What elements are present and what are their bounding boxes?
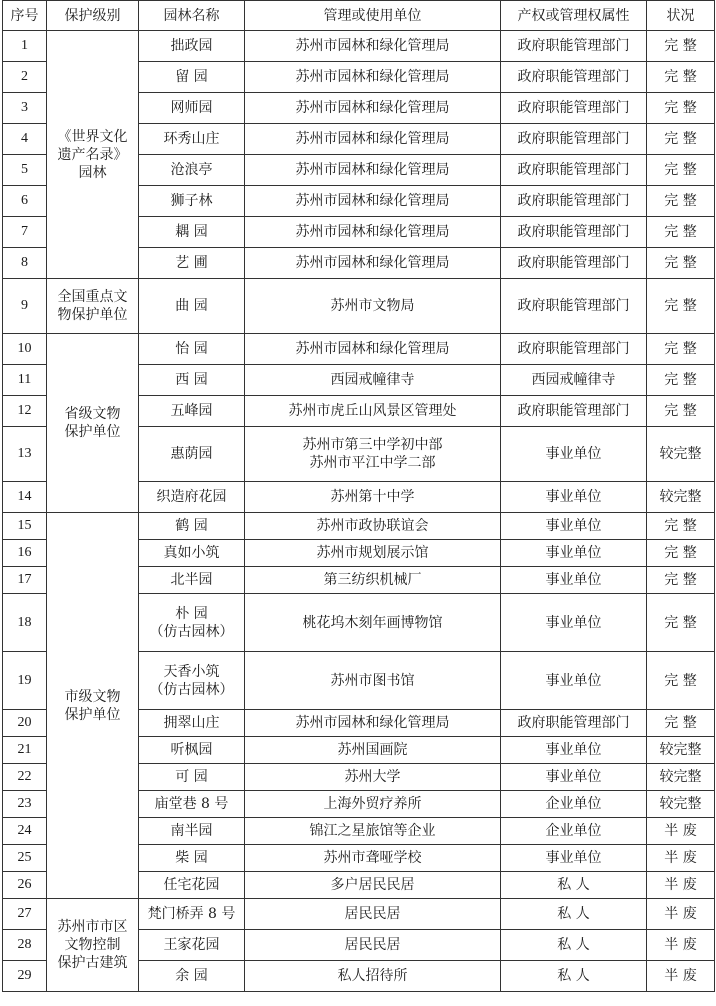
cell-status: 半 废 xyxy=(647,845,715,872)
cell-status: 较完整 xyxy=(647,737,715,764)
level-line: 全国重点文 xyxy=(57,289,128,305)
level-line: 文物控制 xyxy=(64,937,121,953)
level-line: 苏州市市区 xyxy=(57,919,128,935)
cell-unit: 私人招待所 xyxy=(245,961,501,992)
name-line: 朴 园 xyxy=(175,605,208,622)
cell-unit: 苏州市园林和绿化管理局 xyxy=(245,93,501,124)
cell-no: 2 xyxy=(3,62,47,93)
cell-no: 14 xyxy=(3,482,47,513)
cell-unit: 上海外贸疗养所 xyxy=(245,791,501,818)
cell-property: 政府职能管理部门 xyxy=(501,186,647,217)
cell-unit: 锦江之星旅馆等企业 xyxy=(245,818,501,845)
cell-unit: 苏州市文物局 xyxy=(245,279,501,334)
cell-property: 政府职能管理部门 xyxy=(501,710,647,737)
cell-status: 完 整 xyxy=(647,279,715,334)
cell-name: 曲 园 xyxy=(139,279,245,334)
name-line: （仿古园林） xyxy=(149,681,234,698)
cell-status: 较完整 xyxy=(647,791,715,818)
level-municipal xyxy=(47,513,139,899)
cell-unit: 苏州市园林和绿化管理局 xyxy=(245,248,501,279)
cell-status: 较完整 xyxy=(647,427,715,482)
cell-name: 狮子林 xyxy=(139,186,245,217)
cell-name: 王家花园 xyxy=(139,930,245,961)
cell-no: 13 xyxy=(3,427,47,482)
cell-no: 19 xyxy=(3,652,47,710)
table-row xyxy=(3,899,715,930)
cell-no: 5 xyxy=(3,155,47,186)
cell-unit: 苏州市政协联谊会 xyxy=(245,513,501,540)
cell-unit: 苏州国画院 xyxy=(245,737,501,764)
header-no: 序号 xyxy=(3,1,47,31)
cell-property: 西园戒幢律寺 xyxy=(501,365,647,396)
cell-no: 23 xyxy=(3,791,47,818)
table-row xyxy=(3,279,715,334)
cell-property: 政府职能管理部门 xyxy=(501,279,647,334)
cell-name: 织造府花园 xyxy=(139,482,245,513)
cell-no: 12 xyxy=(3,396,47,427)
header-name: 园林名称 xyxy=(139,1,245,31)
cell-status: 完 整 xyxy=(647,334,715,365)
name-line: （仿古园林） xyxy=(149,623,234,640)
cell-property: 企业单位 xyxy=(501,791,647,818)
cell-status: 半 废 xyxy=(647,899,715,930)
cell-name: 任宅花园 xyxy=(139,872,245,899)
level-line: 保护古建筑 xyxy=(57,955,128,971)
cell-unit: 苏州大学 xyxy=(245,764,501,791)
cell-name xyxy=(139,594,245,652)
level-line: 园林 xyxy=(78,164,107,181)
cell-property: 私 人 xyxy=(501,899,647,930)
header-level: 保护级别 xyxy=(47,1,139,31)
cell-status: 完 整 xyxy=(647,710,715,737)
cell-name: 环秀山庄 xyxy=(139,124,245,155)
cell-no: 9 xyxy=(3,279,47,334)
cell-unit: 第三纺织机械厂 xyxy=(245,567,501,594)
cell-status: 完 整 xyxy=(647,93,715,124)
cell-status: 完 整 xyxy=(647,594,715,652)
cell-no: 8 xyxy=(3,248,47,279)
cell-property: 政府职能管理部门 xyxy=(501,217,647,248)
table-row xyxy=(3,513,715,540)
cell-name: 留 园 xyxy=(139,62,245,93)
header-property: 产权或管理权属性 xyxy=(501,1,647,31)
table-row xyxy=(3,334,715,365)
cell-property: 事业单位 xyxy=(501,567,647,594)
cell-status: 完 整 xyxy=(647,62,715,93)
cell-unit: 苏州市园林和绿化管理局 xyxy=(245,217,501,248)
cell-unit: 苏州市园林和绿化管理局 xyxy=(245,62,501,93)
cell-no: 7 xyxy=(3,217,47,248)
cell-status: 完 整 xyxy=(647,155,715,186)
cell-no: 16 xyxy=(3,540,47,567)
cell-status: 完 整 xyxy=(647,248,715,279)
level-city-controlled xyxy=(47,899,139,992)
cell-name: 梵门桥弄 8 号 xyxy=(139,899,245,930)
level-provincial xyxy=(47,334,139,513)
cell-property: 政府职能管理部门 xyxy=(501,155,647,186)
cell-no: 3 xyxy=(3,93,47,124)
cell-name: 余 园 xyxy=(139,961,245,992)
level-line: 遗产名录》 xyxy=(57,146,128,163)
cell-name: 拙政园 xyxy=(139,31,245,62)
cell-no: 18 xyxy=(3,594,47,652)
cell-unit: 多户居民民居 xyxy=(245,872,501,899)
cell-status: 完 整 xyxy=(647,186,715,217)
cell-property: 事业单位 xyxy=(501,652,647,710)
header-status: 状况 xyxy=(647,1,715,31)
level-line: 市级文物 xyxy=(64,688,121,705)
cell-property: 事业单位 xyxy=(501,845,647,872)
cell-unit: 西园戒幢律寺 xyxy=(245,365,501,396)
cell-unit: 苏州市规划展示馆 xyxy=(245,540,501,567)
cell-unit: 苏州市园林和绿化管理局 xyxy=(245,155,501,186)
cell-unit: 苏州市虎丘山风景区管理处 xyxy=(245,396,501,427)
cell-name: 网师园 xyxy=(139,93,245,124)
cell-no: 15 xyxy=(3,513,47,540)
garden-protection-table xyxy=(2,0,715,992)
level-national xyxy=(47,279,139,334)
cell-name: 怡 园 xyxy=(139,334,245,365)
cell-property: 政府职能管理部门 xyxy=(501,31,647,62)
level-line: 《世界文化 xyxy=(57,128,128,145)
cell-name: 西 园 xyxy=(139,365,245,396)
cell-status: 半 废 xyxy=(647,872,715,899)
unit-line: 苏州市平江中学二部 xyxy=(309,455,436,471)
cell-status: 完 整 xyxy=(647,513,715,540)
cell-unit xyxy=(245,427,501,482)
cell-name: 可 园 xyxy=(139,764,245,791)
cell-status: 半 废 xyxy=(647,818,715,845)
cell-no: 17 xyxy=(3,567,47,594)
cell-property: 事业单位 xyxy=(501,764,647,791)
cell-property: 事业单位 xyxy=(501,427,647,482)
cell-name: 五峰园 xyxy=(139,396,245,427)
cell-name: 听枫园 xyxy=(139,737,245,764)
cell-name: 沧浪亭 xyxy=(139,155,245,186)
cell-status: 完 整 xyxy=(647,396,715,427)
level-line: 保护单位 xyxy=(64,424,121,440)
cell-unit: 桃花坞木刻年画博物馆 xyxy=(245,594,501,652)
cell-unit: 苏州第十中学 xyxy=(245,482,501,513)
cell-no: 1 xyxy=(3,31,47,62)
cell-no: 28 xyxy=(3,930,47,961)
cell-property: 政府职能管理部门 xyxy=(501,334,647,365)
cell-unit: 居民民居 xyxy=(245,930,501,961)
cell-name: 惠荫园 xyxy=(139,427,245,482)
cell-no: 24 xyxy=(3,818,47,845)
cell-status: 半 废 xyxy=(647,961,715,992)
cell-unit: 居民民居 xyxy=(245,899,501,930)
cell-no: 6 xyxy=(3,186,47,217)
cell-name: 柴 园 xyxy=(139,845,245,872)
cell-property: 私 人 xyxy=(501,961,647,992)
cell-status: 完 整 xyxy=(647,217,715,248)
cell-no: 20 xyxy=(3,710,47,737)
cell-status: 完 整 xyxy=(647,540,715,567)
cell-no: 26 xyxy=(3,872,47,899)
cell-name: 艺 圃 xyxy=(139,248,245,279)
cell-no: 21 xyxy=(3,737,47,764)
cell-no: 22 xyxy=(3,764,47,791)
level-line: 保护单位 xyxy=(64,706,121,723)
cell-unit: 苏州市园林和绿化管理局 xyxy=(245,710,501,737)
level-line: 物保护单位 xyxy=(57,307,128,323)
cell-unit: 苏州市图书馆 xyxy=(245,652,501,710)
cell-property: 事业单位 xyxy=(501,513,647,540)
cell-name: 庙堂巷 8 号 xyxy=(139,791,245,818)
cell-unit: 苏州市园林和绿化管理局 xyxy=(245,31,501,62)
header-row xyxy=(3,1,715,31)
cell-name: 北半园 xyxy=(139,567,245,594)
cell-no: 11 xyxy=(3,365,47,396)
cell-no: 10 xyxy=(3,334,47,365)
level-world-heritage xyxy=(47,31,139,279)
cell-status: 完 整 xyxy=(647,365,715,396)
cell-property: 企业单位 xyxy=(501,818,647,845)
cell-property: 政府职能管理部门 xyxy=(501,396,647,427)
name-line: 天香小筑 xyxy=(163,663,220,680)
cell-status: 较完整 xyxy=(647,764,715,791)
cell-name: 鹤 园 xyxy=(139,513,245,540)
cell-name: 拥翠山庄 xyxy=(139,710,245,737)
cell-status: 完 整 xyxy=(647,652,715,710)
cell-property: 事业单位 xyxy=(501,540,647,567)
cell-name xyxy=(139,652,245,710)
cell-status: 较完整 xyxy=(647,482,715,513)
cell-name: 南半园 xyxy=(139,818,245,845)
cell-no: 29 xyxy=(3,961,47,992)
cell-no: 25 xyxy=(3,845,47,872)
cell-name: 真如小筑 xyxy=(139,540,245,567)
cell-status: 半 废 xyxy=(647,930,715,961)
cell-property: 政府职能管理部门 xyxy=(501,93,647,124)
cell-unit: 苏州市园林和绿化管理局 xyxy=(245,186,501,217)
cell-status: 完 整 xyxy=(647,124,715,155)
cell-property: 私 人 xyxy=(501,930,647,961)
cell-name: 耦 园 xyxy=(139,217,245,248)
cell-status: 完 整 xyxy=(647,567,715,594)
cell-property: 政府职能管理部门 xyxy=(501,62,647,93)
cell-property: 私 人 xyxy=(501,872,647,899)
cell-unit: 苏州市聋哑学校 xyxy=(245,845,501,872)
header-unit: 管理或使用单位 xyxy=(245,1,501,31)
unit-line: 苏州市第三中学初中部 xyxy=(302,437,443,453)
cell-status: 完 整 xyxy=(647,31,715,62)
cell-no: 27 xyxy=(3,899,47,930)
table-row xyxy=(3,31,715,62)
cell-no: 4 xyxy=(3,124,47,155)
cell-property: 事业单位 xyxy=(501,482,647,513)
cell-property: 政府职能管理部门 xyxy=(501,124,647,155)
cell-unit: 苏州市园林和绿化管理局 xyxy=(245,124,501,155)
level-line: 省级文物 xyxy=(64,406,121,422)
cell-property: 事业单位 xyxy=(501,594,647,652)
cell-property: 政府职能管理部门 xyxy=(501,248,647,279)
cell-property: 事业单位 xyxy=(501,737,647,764)
cell-unit: 苏州市园林和绿化管理局 xyxy=(245,334,501,365)
